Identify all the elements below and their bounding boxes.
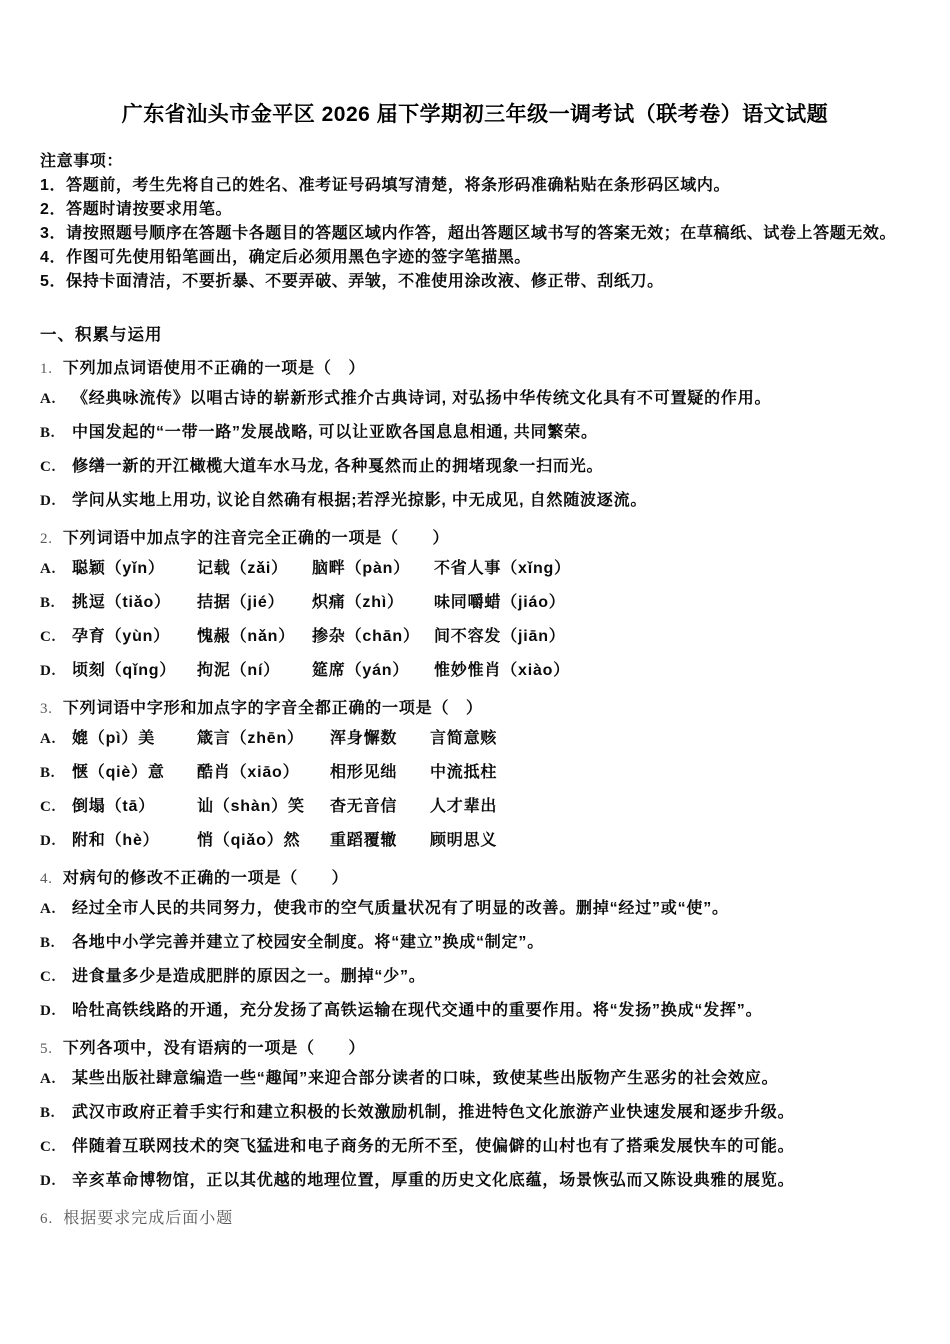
- option-label: C.: [40, 1139, 57, 1155]
- question-6: [40, 1206, 910, 1232]
- question-2-stem: [40, 526, 910, 552]
- question-3-stem: [40, 696, 910, 722]
- notice-item: 1．答题前，考生先将自己的姓名、准考证号码填写清楚，将条形码准确粘贴在条形码区域内。: [40, 177, 731, 194]
- question-stem-text: 下列词语中加点字的注音完全正确的一项是（ ）: [62, 530, 450, 547]
- option-label: D.: [40, 493, 57, 509]
- question-number: 2.: [40, 531, 53, 547]
- notice-item: 3．请按照题号顺序在答题卡各题目的答题区域内作答，超出答题区域书写的答案无效；在草稿纸、试卷上答题无效。: [40, 225, 897, 242]
- question-1: [40, 356, 910, 518]
- option-label: D.: [40, 1173, 57, 1189]
- option-text: 武汉市政府正着手实行和建立积极的长效激励机制，推进特色文化旅游产业快速发展和逐步升级。: [72, 1104, 795, 1121]
- option-label: A.: [40, 391, 57, 407]
- option-label: A.: [40, 1071, 57, 1087]
- question-number: 3.: [40, 701, 53, 717]
- option-row: [40, 1164, 910, 1198]
- option-row: [40, 1096, 910, 1130]
- page-title: 广东省汕头市金平区 2026 届下学期初三年级一调考试（联考卷）语文试题: [121, 103, 829, 126]
- question-3: [40, 696, 910, 858]
- option-row: [40, 484, 910, 518]
- option-text: 进食量多少是造成肥胖的原因之一。删掉“少”。: [72, 968, 426, 985]
- option-row: [40, 450, 910, 484]
- option-row: [40, 552, 910, 586]
- option-row: [40, 994, 910, 1028]
- pinyin-term: 筵席（yán）: [312, 662, 410, 679]
- option-row: [40, 892, 910, 926]
- pinyin-term: 倒塌（tā）: [72, 798, 156, 815]
- pinyin-term: 箴言（zhēn）: [197, 730, 304, 747]
- notice-section: [40, 150, 910, 294]
- pinyin-term: 脑畔（pàn）: [312, 560, 411, 577]
- question-4: [40, 866, 910, 1028]
- option-label: A.: [40, 901, 57, 917]
- question-stem-text: 根据要求完成后面小题: [63, 1210, 234, 1227]
- option-label: C.: [40, 969, 57, 985]
- option-text: 经过全市人民的共同努力，使我市的空气质量状况有了明显的改善。删掉“经过”或“使”。: [72, 900, 729, 917]
- option-label: B.: [40, 595, 56, 611]
- question-2: [40, 526, 910, 688]
- option-text: 哈牡高铁线路的开通，充分发扬了高铁运输在现代交通中的重要作用。将“发扬”换成“发挥”。: [72, 1002, 763, 1019]
- option-label: A.: [40, 731, 57, 747]
- option-text: 辛亥革命博物馆，正以其优越的地理位置，厚重的历史文化底蕴，场景恢弘而又陈设典雅的展览。: [72, 1172, 795, 1189]
- pinyin-term: 惬（qiè）意: [72, 764, 165, 781]
- pinyin-term: 掺杂（chān）: [312, 628, 420, 645]
- pinyin-term: 酷肖（xiāo）: [197, 764, 300, 781]
- option-row: [40, 586, 910, 620]
- pinyin-term: 拘泥（ní）: [197, 662, 281, 679]
- option-label: D.: [40, 663, 57, 679]
- pinyin-term: 相形见绌: [330, 764, 398, 781]
- question-4-stem: [40, 866, 910, 892]
- pinyin-term: 顾明思义: [430, 832, 498, 849]
- option-label: C.: [40, 799, 57, 815]
- option-row: [40, 824, 910, 858]
- option-label: C.: [40, 459, 57, 475]
- option-row: [40, 1062, 910, 1096]
- option-label: A.: [40, 561, 57, 577]
- pinyin-term: 附和（hè）: [72, 832, 160, 849]
- option-label: B.: [40, 765, 56, 781]
- option-label: D.: [40, 1003, 57, 1019]
- option-label: D.: [40, 833, 57, 849]
- option-row: [40, 416, 910, 450]
- pinyin-term: 拮据（jié）: [197, 594, 285, 611]
- question-stem-text: 下列加点词语使用不正确的一项是（ ）: [62, 360, 366, 377]
- pinyin-term: 孕育（yùn）: [72, 628, 171, 645]
- section-heading: 一、积累与运用: [40, 326, 163, 344]
- option-row: [40, 960, 910, 994]
- pinyin-term: 讪（shàn）笑: [197, 798, 305, 815]
- option-row: [40, 790, 910, 824]
- option-text: 某些出版社肆意编造一些“趣闻”来迎合部分读者的口味，致使某些出版物产生恶劣的社会效应。: [72, 1070, 779, 1087]
- option-label: B.: [40, 935, 56, 951]
- option-text: 各地中小学完善并建立了校园安全制度。将“建立”换成“制定”。: [72, 934, 545, 951]
- option-row: [40, 654, 910, 688]
- question-5: [40, 1036, 910, 1198]
- pinyin-term: 媲（pì）美: [72, 730, 156, 747]
- option-row: [40, 382, 910, 416]
- pinyin-term: 杳无音信: [330, 798, 398, 815]
- pinyin-term: 人才辈出: [430, 798, 498, 815]
- option-label: C.: [40, 629, 57, 645]
- option-row: [40, 722, 910, 756]
- pinyin-term: 重蹈覆辙: [330, 832, 398, 849]
- pinyin-term: 不省人事（xǐng）: [434, 560, 571, 577]
- notice-item: 5．保持卡面清洁，不要折暴、不要弄破、弄皱，不准使用涂改液、修正带、刮纸刀。: [40, 273, 664, 290]
- option-row: [40, 620, 910, 654]
- notice-heading: 注意事项：: [40, 153, 124, 170]
- pinyin-term: 聪颖（yǐn）: [72, 560, 165, 577]
- pinyin-term: 悄（qiǎo）然: [197, 832, 301, 849]
- pinyin-term: 愧赧（nǎn）: [197, 628, 296, 645]
- option-text: 学问从实地上用功, 议论自然确有根据;若浮光掠影, 中无成见, 自然随波逐流。: [72, 492, 648, 509]
- question-stem-text: 下列词语中字形和加点字的字音全都正确的一项是（ ）: [62, 700, 483, 717]
- option-text: 修缮一新的开江橄榄大道车水马龙, 各种戛然而止的拥堵现象一扫而光。: [72, 458, 604, 475]
- option-text: 中国发起的“一带一路”发展战略, 可以让亚欧各国息息相通, 共同繁荣。: [72, 424, 598, 441]
- pinyin-term: 味同嚼蜡（jiáo）: [434, 594, 566, 611]
- pinyin-term: 言简意赅: [430, 730, 498, 747]
- question-stem-text: 对病句的修改不正确的一项是（ ）: [62, 870, 349, 887]
- option-row: [40, 1130, 910, 1164]
- notice-item: 4．作图可先使用铅笔画出，确定后必须用黑色字迹的签字笔描黑。: [40, 249, 531, 266]
- question-number: 1.: [40, 361, 53, 377]
- option-label: B.: [40, 1105, 56, 1121]
- pinyin-term: 记载（zǎi）: [197, 560, 288, 577]
- question-stem-text: 下列各项中，没有语病的一项是（ ）: [62, 1040, 366, 1057]
- option-row: [40, 756, 910, 790]
- pinyin-term: 中流抵柱: [430, 764, 498, 781]
- question-number: 6.: [40, 1211, 54, 1227]
- question-number: 4.: [40, 871, 53, 887]
- pinyin-term: 惟妙惟肖（xiào）: [434, 662, 571, 679]
- pinyin-term: 顷刻（qǐng）: [72, 662, 177, 679]
- notice-item: 2．答题时请按要求用笔。: [40, 201, 233, 218]
- option-text: 伴随着互联网技术的突飞猛进和电子商务的无所不至，使偏僻的山村也有了搭乘发展快车的可能。: [72, 1138, 795, 1155]
- question-1-stem: [40, 356, 910, 382]
- question-5-stem: [40, 1036, 910, 1062]
- question-6-stem: [40, 1206, 910, 1232]
- pinyin-term: 挑逗（tiǎo）: [72, 594, 171, 611]
- question-number: 5.: [40, 1041, 53, 1057]
- option-label: B.: [40, 425, 56, 441]
- option-row: [40, 926, 910, 960]
- option-text: 《经典咏流传》以唱古诗的崭新形式推介古典诗词, 对弘扬中华传统文化具有不可置疑的作用。: [72, 390, 772, 407]
- pinyin-term: 浑身懈数: [330, 730, 398, 747]
- pinyin-term: 间不容发（jiān）: [434, 628, 566, 645]
- pinyin-term: 炽痛（zhì）: [312, 594, 404, 611]
